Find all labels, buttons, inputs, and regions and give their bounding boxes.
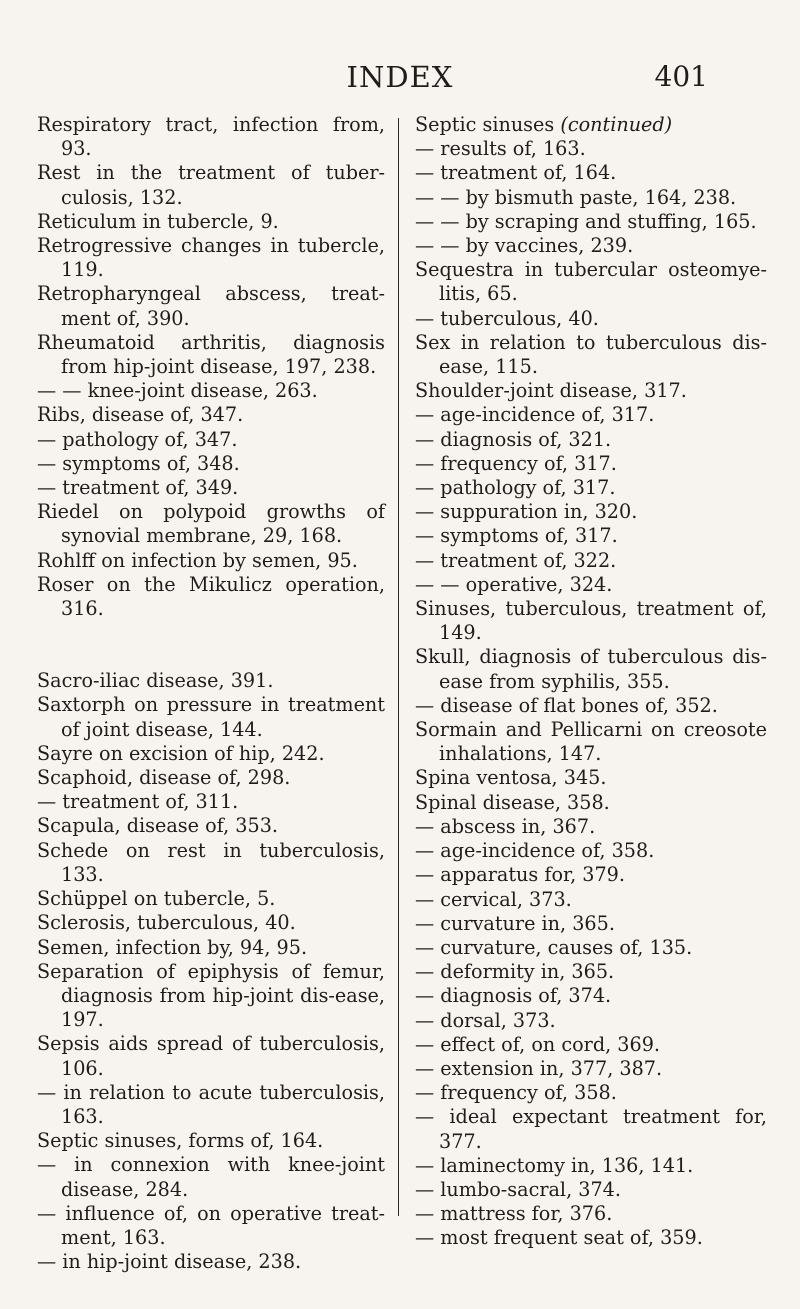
index-entry: — influence of, on operative treat-ment, 163. [37,1201,385,1249]
column-divider [398,118,399,1216]
index-entry: — diagnosis of, 374. [415,984,612,1008]
index-entry: Sayre on excision of hip, 242. [37,741,325,765]
index-entry: — in hip-joint disease, 238. [37,1250,302,1274]
left-entries-s [37,669,385,1274]
index-entry: — disease of flat bones of, 352. [415,693,718,717]
index-entry: — — operative, 324. [415,572,613,596]
index-entry: Ribs, disease of, 347. [37,403,244,427]
index-entry: — tuberculous, 40. [415,306,599,330]
index-entry: Sclerosis, tuberculous, 40. [37,911,296,935]
index-entry: — in relation to acute tuberculosis, 163. [37,1080,385,1128]
index-entry: — extension in, 377, 387. [415,1056,663,1080]
index-entry: Rest in the treatment of tuber-culosis, 132. [37,161,385,209]
left-column [37,113,385,1274]
index-entry: — cervical, 373. [415,887,572,911]
index-entry: Shoulder-joint disease, 317. [415,379,687,403]
index-entry: — dorsal, 373. [415,1008,556,1032]
index-entry: — symptoms of, 317. [415,524,618,548]
index-entry: Separation of epiphysis of femur, diagnosis from hip-joint dis-ease, 197. [37,959,385,1032]
index-entry [415,113,767,137]
index-entry: — laminectomy in, 136, 141. [415,1153,694,1177]
index-entry: — diagnosis of, 321. [415,427,612,451]
index-entry: Sex in relation to tuberculous dis-ease, 115. [415,330,767,379]
index-entry: — — by scraping and stuffing, 165. [415,209,757,233]
right-column [415,113,767,1251]
page-number: 401 [654,60,708,93]
index-entry: — effect of, on cord, 369. [415,1032,661,1056]
index-entry: Semen, infection by, 94, 95. [37,935,308,959]
index-entry: — deformity in, 365. [415,960,615,984]
index-entry: Skull, diagnosis of tuberculous dis-ease from syphilis, 355. [415,645,767,693]
index-entry: — treatment of, 349. [37,476,239,500]
index-entry: Sepsis aids spread of tuberculosis, 106. [37,1032,385,1080]
index-entry: Scaphoid, disease of, 298. [37,766,291,790]
index-entry: Scapula, disease of, 353. [37,814,278,838]
index-entry: Reticulum in tubercle, 9. [37,209,279,233]
index-entry: Sacro-iliac disease, 391. [37,669,274,693]
index-entry: — — by bismuth paste, 164, 238. [415,185,737,209]
index-entry: Sormain and Pellicarni on creosote inhalations, 147. [415,718,767,766]
index-entry: — pathology of, 347. [37,427,238,451]
index-entry: Roser on the Mikulicz operation, 316. [37,572,385,621]
index-entry: Saxtorph on pressure in treatment of joint disease, 144. [37,693,385,741]
index-entry: Sinuses, tuberculous, treatment of, 149. [415,597,767,645]
index-entry: — abscess in, 367. [415,814,596,838]
index-entry: — — by vaccines, 239. [415,234,634,258]
index-entry: — curvature, causes of, 135. [415,935,693,959]
index-entry: — frequency of, 317. [415,451,617,475]
index-entry: — frequency of, 358. [415,1081,617,1105]
index-entry: Spinal disease, 358. [415,790,610,814]
index-entry: Schüppel on tubercle, 5. [37,887,276,911]
right-entries [415,137,767,1250]
index-entry: — age-incidence of, 358. [415,839,655,863]
index-entry: Riedel on polypoid growths of synovial membrane, 29, 168. [37,500,385,548]
continued-label: (continued) [560,113,673,136]
index-entry: Sequestra in tubercular osteomye-litis, 65. [415,258,767,306]
index-entry: — treatment of, 164. [415,161,617,185]
page-header [0,60,800,100]
index-entry: Rohlff on infection by semen, 95. [37,548,358,572]
index-entry: Spina ventosa, 345. [415,766,607,790]
index-entry: — treatment of, 322. [415,548,617,572]
index-entry: — in connexion with knee-joint disease, 284. [37,1153,385,1201]
index-entry: Respiratory tract, infection from, 93. [37,113,385,161]
index-entry: Retrogressive changes in tubercle, 119. [37,234,385,282]
index-entry: Schede on rest in tuberculosis, 133. [37,838,385,886]
index-entry: Septic sinuses, forms of, 164. [37,1129,324,1153]
index-entry: — curvature in, 365. [415,911,615,935]
section-gap [37,621,385,669]
index-entry: — suppuration in, 320. [415,500,638,524]
index-entry: — ideal expectant treatment for, 377. [415,1105,767,1153]
index-entry: — treatment of, 311. [37,790,239,814]
index-entry: — age-incidence of, 317. [415,403,655,427]
index-entry: — symptoms of, 348. [37,451,240,475]
index-entry: — results of, 163. [415,137,586,161]
index-entry: — — knee-joint disease, 263. [37,379,318,403]
continued-heading: Septic sinuses [415,113,555,136]
index-entry: — pathology of, 317. [415,476,616,500]
page-title: INDEX [346,60,454,94]
left-entries-r [37,113,385,621]
index-entry: — mattress for, 376. [415,1202,613,1226]
index-entry: Retropharyngeal abscess, treat-ment of, 390. [37,282,385,330]
index-entry: — apparatus for, 379. [415,863,625,887]
index-entry: — most frequent seat of, 359. [415,1226,703,1250]
index-entry: Rheumatoid arthritis, diagnosis from hip-joint disease, 197, 238. [37,330,385,379]
index-entry: — lumbo-sacral, 374. [415,1177,621,1201]
